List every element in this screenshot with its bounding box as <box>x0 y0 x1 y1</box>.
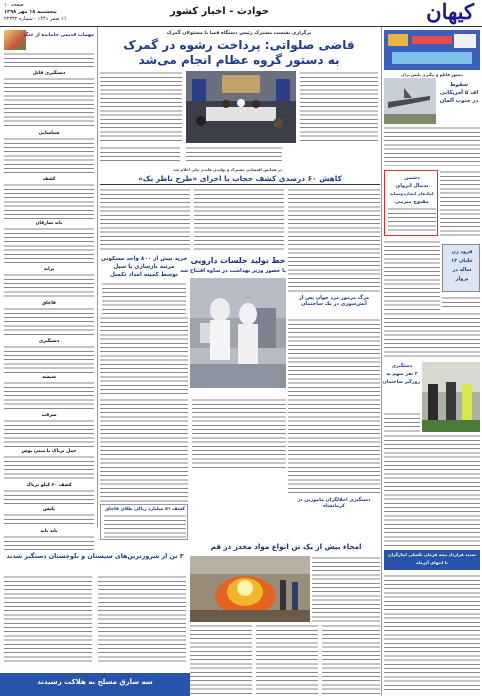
plane-caption <box>438 82 480 122</box>
subhead: حمل تریاک با مینی بوس <box>21 449 77 454</box>
text-block <box>384 434 480 548</box>
section-title: حوادث - اخبار کشور <box>170 6 269 17</box>
insurance-box <box>384 550 480 570</box>
text-block <box>4 307 94 337</box>
insurance-sub: تا انتهای آذرماه <box>416 560 448 565</box>
red-box <box>384 170 438 236</box>
text-block <box>186 146 282 164</box>
text-block <box>384 412 420 432</box>
text-block <box>100 71 182 143</box>
text-block <box>384 312 480 360</box>
flight-box <box>442 244 480 292</box>
text-block <box>440 170 480 236</box>
drug-headline: امحاء بیش از یک تن انواع مواد مخدر در قم <box>210 542 362 551</box>
subhead: دستگیری <box>38 339 60 344</box>
banner-text: سه سارق مسلح به هلاکت رسیدند <box>37 678 153 686</box>
red-box-line: مفتوح مبرمی <box>395 199 429 205</box>
court-photo <box>186 71 296 143</box>
text-block <box>4 535 94 551</box>
hijab-headline: کاهش ۶۰ درصدی کشف حجاب با اجرای «طرح ناظر یک» <box>138 174 342 183</box>
plane-caption-line: اف ۵ آمریکایی <box>439 90 479 96</box>
text-block <box>190 624 252 694</box>
text-block <box>100 316 188 394</box>
subhead: کشف ۶۰ کیلو تریاک <box>26 483 72 488</box>
red-box-line: دشمن <box>404 175 420 181</box>
housing-sub: مرتبه بازسازی با سیل <box>113 264 175 270</box>
text-block <box>98 575 186 665</box>
police-caption <box>384 362 420 410</box>
bottom-left-headline: ۳ تن از شرورترین‌های سیستان و بلوچستان دستگیر شدند <box>6 553 184 560</box>
plane-caption-line: سقوط <box>449 82 469 88</box>
text-block <box>4 419 94 447</box>
text-block <box>384 574 480 692</box>
column-divider <box>381 27 382 696</box>
text-block <box>288 398 380 496</box>
subhead: قاچاق <box>42 301 56 306</box>
text-block <box>100 398 188 502</box>
subhead: پلیس <box>43 507 55 512</box>
factory-story <box>180 254 286 394</box>
text-block <box>4 137 94 175</box>
masthead <box>0 0 482 26</box>
text-block <box>388 207 436 233</box>
page-number: صفحه ۱۰ <box>4 2 24 8</box>
lead-story <box>98 27 380 145</box>
box-title: مهمات قدیمی جامانده از جنگ <box>23 33 94 38</box>
text-block <box>100 188 190 252</box>
text-block <box>4 52 94 68</box>
text-block <box>194 188 284 252</box>
red-box-line: بدنبال انزوای <box>395 183 429 189</box>
subhead: کشف <box>42 177 56 182</box>
headline: قاضی صلواتی: پرداخت رشوه در گمرک <box>123 38 355 52</box>
flight-box-line: ساله در <box>452 267 472 273</box>
photo-caption: در همایش اقتصادی مشترک و تولیدی هلندی ملی اعلام شد <box>173 167 282 172</box>
text-block <box>102 282 186 314</box>
text-block <box>384 126 480 166</box>
text-block <box>4 575 92 665</box>
text-block <box>4 183 94 219</box>
bottom-left-banner <box>0 673 190 696</box>
subhead: پراید <box>43 267 55 272</box>
gold-heading: کشف ۵۱ میلیارد ریالی طلای قاچاق <box>105 507 185 512</box>
police-caption-line: ۲ نفر متهم به <box>386 372 418 377</box>
subhead: دستگیری قاتل <box>32 71 66 76</box>
factory-photo <box>190 278 286 388</box>
gold-box <box>100 504 188 540</box>
text-block <box>4 273 94 299</box>
text-block <box>4 77 94 129</box>
promo-banner <box>384 30 480 70</box>
text-block <box>288 318 380 396</box>
housing-sub2: توسط کمیته امداد تکمیل <box>110 272 178 278</box>
text-block <box>104 514 186 538</box>
newspaper-logo: کیهان <box>426 0 474 24</box>
bottom-left-story <box>0 553 190 671</box>
text-block <box>4 227 94 265</box>
housing-headline: خرید بیش از ۸۰۰ واحد مسکونی <box>100 256 188 262</box>
text-block <box>300 71 378 143</box>
middle-headline: مرگ مرموز مرد جوان پس از آتش‌سوزی در یک ساختمان <box>298 295 370 308</box>
text-block <box>4 381 94 411</box>
police-photo <box>422 362 480 432</box>
text-block <box>4 489 94 505</box>
text-block <box>384 240 440 310</box>
text-block <box>4 345 94 373</box>
plane-crash-photo <box>384 78 436 124</box>
text-block <box>288 188 380 292</box>
police-caption-line: دستگیری <box>391 364 413 369</box>
insurance-headline: تمدید قرارداد بیمه فرمان تکمیلی ایثارگران <box>388 552 476 557</box>
issue-line: ۱۱ صفر ۱۴۴۱ - شماره ۲۲۳۳۲ <box>4 16 67 22</box>
vaccine-heading: دستگیری اخلالگران مامورین در کرمانشاه <box>297 498 371 509</box>
subhead: شیشه <box>42 375 56 380</box>
text-block <box>192 398 286 468</box>
plane-caption-line: در جنوب آلمان <box>439 98 479 104</box>
text-block <box>4 455 94 481</box>
flight-box-line: خلبان ۱۳ <box>451 258 473 264</box>
subhead: سرقت <box>41 413 57 418</box>
flight-box-line: فرود زن <box>451 249 473 255</box>
factory-headline: خط تولید جلسات دارویی <box>190 256 286 265</box>
fire-photo <box>190 556 310 622</box>
flight-box-line: پرواز <box>455 276 469 282</box>
text-block <box>256 624 318 694</box>
headline-line2: به دستور گروه عظام انجام می‌شد <box>138 53 340 67</box>
text-block <box>322 624 380 694</box>
red-box-line: کمک‌های انسان‌دوستانه <box>390 191 434 196</box>
promo-sub: دستور قاطع و پیگیری پلیس برای <box>401 72 463 77</box>
subhead: شناسایی <box>38 131 60 136</box>
date-line: پنجشنبه ۱۸ مهر ۱۳۹۸ <box>4 9 57 15</box>
factory-sub: با حضور وزیر بهداشت در ساوه افتتاح شد <box>180 268 286 274</box>
text-block <box>100 146 180 164</box>
subhead: باند باید <box>40 529 58 534</box>
police-caption-line: زورگیر ساختمان <box>382 380 420 385</box>
headline-rule <box>100 184 380 185</box>
subhead: باند سارقان <box>35 221 63 226</box>
housing-story <box>100 254 188 314</box>
text-block <box>442 296 480 310</box>
text-block <box>312 556 380 622</box>
kicker: برگزاری نشست مشترک رئیس دستگاه قضا با مسئولان گمرک <box>166 31 312 36</box>
text-block <box>4 513 94 527</box>
